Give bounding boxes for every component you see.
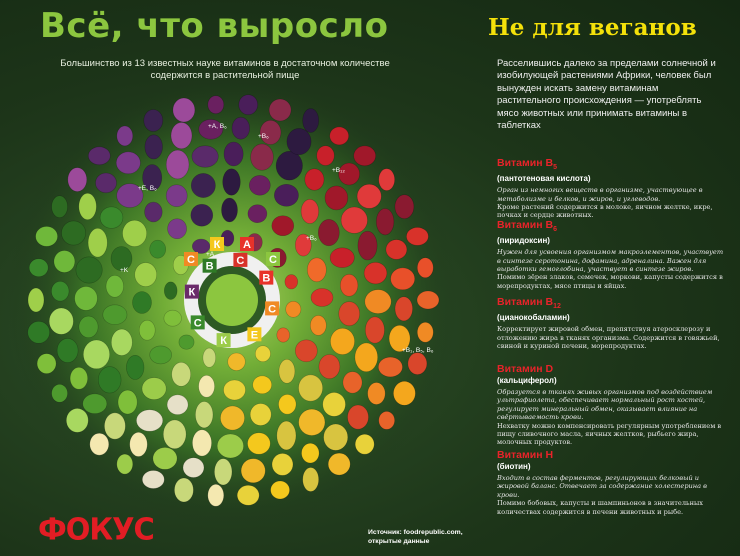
vitamin-name: Витамин $B_6$ [497, 219, 557, 234]
produce-item [75, 286, 98, 310]
produce-item [232, 117, 250, 139]
produce-item [83, 340, 109, 369]
produce-item [51, 281, 69, 301]
section-title: Не для веганов [488, 14, 697, 41]
produce-item [285, 275, 298, 289]
produce-item [117, 454, 133, 474]
vitamin-sources: Кроме растений содержится в молоке, яичном желтке, икре, почках и сердце животных. [497, 202, 713, 220]
produce-item [214, 459, 232, 485]
produce-item [150, 346, 172, 364]
vitamin-b6-block [497, 219, 725, 290]
produce-item [357, 184, 381, 208]
produce-item [116, 152, 140, 174]
produce-item [136, 410, 162, 432]
produce-item [310, 315, 326, 335]
vitamin-name: Витамин $B_{12}$ [497, 296, 561, 311]
produce-item [192, 430, 211, 456]
produce-item [36, 226, 58, 246]
produce-item [118, 390, 137, 414]
produce-item [303, 468, 319, 492]
vitamin-label: +B₁, B₅, B₆ [402, 347, 434, 354]
produce-item [253, 376, 272, 394]
vitamin-letter: К [220, 335, 227, 348]
vitamin-alias: (кальциферол) [497, 376, 557, 385]
produce-item [255, 346, 270, 362]
produce-item [355, 434, 374, 454]
vitamin-alias: (цианокобаламин) [497, 313, 570, 323]
vitamin-letter: В [262, 272, 271, 285]
produce-item [408, 353, 427, 375]
produce-item [311, 289, 333, 307]
produce-item [417, 322, 433, 342]
produce-item [68, 168, 87, 192]
vitamin-label: +A, B₆ [208, 123, 227, 130]
produce-item [395, 195, 414, 219]
produce-item [277, 421, 296, 450]
produce-item [111, 329, 132, 355]
produce-item [272, 453, 293, 475]
vitamin-b12-block [497, 296, 725, 350]
vitamin-description: Нужен для усвоения организмом макроэлементов, участвует в синтезе серотонина, дофамина, адреналина. Важен для выработки гемоглобина, участвует в синтезе жиров. [497, 248, 724, 273]
produce-item [144, 110, 163, 132]
produce-item [239, 95, 258, 115]
vitamin-description: Входит в состав ферментов, регулирующих белковый и жировой баланс. Отвечает за содержание холестерина в крови. [497, 474, 707, 499]
produce-item [328, 453, 350, 475]
produce-item [164, 310, 182, 326]
produce-item [88, 228, 107, 257]
vitamin-letter: С [269, 254, 277, 266]
produce-item [76, 257, 102, 283]
produce-item [317, 146, 335, 166]
vitamin-letter: А [243, 239, 251, 251]
produce-item [251, 144, 274, 170]
vitamin-d-block [497, 363, 725, 447]
produce-item [139, 320, 155, 340]
produce-item [167, 395, 188, 415]
produce-item [365, 290, 391, 314]
produce-item [142, 471, 164, 489]
produce-item [354, 146, 376, 166]
produce-item [100, 207, 123, 229]
produce-item [364, 262, 387, 284]
page-subtitle: Большинство из 13 известных науке витаминов в достаточном количестве содержится в растительной пище [60, 58, 390, 81]
produce-item [223, 169, 241, 195]
vitamin-letter: С [193, 317, 202, 330]
produce-item [343, 372, 362, 394]
produce-item [272, 216, 294, 236]
produce-item [173, 98, 195, 122]
produce-item [130, 432, 148, 456]
produce-item [391, 268, 415, 290]
produce-item [307, 258, 326, 282]
produce-item [183, 458, 204, 478]
produce-item [276, 151, 302, 180]
produce-item [168, 219, 187, 239]
source-note [368, 528, 463, 546]
produce-item [393, 381, 415, 405]
produce-item [29, 259, 48, 277]
produce-item [90, 433, 109, 455]
vitamin-label: +A [206, 251, 215, 258]
produce-item [70, 367, 88, 389]
produce-item [52, 196, 68, 218]
produce-item [340, 274, 358, 296]
produce-item [54, 251, 75, 273]
vitamin-label: +K [120, 267, 129, 274]
vitamin-letter: С [236, 254, 245, 267]
produce-item [301, 199, 319, 223]
produce-item [237, 485, 259, 505]
produce-item [228, 353, 246, 371]
produce-item [135, 263, 157, 287]
produce-item [417, 258, 433, 278]
produce-item [208, 96, 224, 114]
produce-item [62, 221, 86, 245]
produce-item [279, 359, 295, 383]
produce-item [379, 411, 395, 429]
vitamin-sources: Помимо бобовых, капусты и шампиньонов в значительных количествах содержится в печени животных и рыбе. [497, 499, 703, 516]
vitamin-letter: Е [250, 329, 259, 342]
section-intro: Расселившись далеко за пределами солнечной и изобилующей растениями Африки, человек был вынужден искать замену витаминам растительного происхождения — употреблять мясо животных или принимать витамины в таблетках [497, 58, 716, 132]
vitamin-letter: С [268, 303, 277, 316]
produce-item [277, 328, 290, 342]
produce-item [172, 362, 191, 386]
produce-item [164, 282, 177, 300]
produce-item [250, 404, 271, 426]
produce-item [368, 383, 386, 405]
vitamin-letter: В [205, 260, 214, 273]
produce-item [379, 169, 395, 191]
produce-item [318, 219, 339, 245]
vitamin-name: Витамин H [497, 449, 554, 461]
produce-item [191, 173, 215, 197]
produce-item [37, 354, 56, 374]
vitamin-name: Витамин $B_5$ [497, 157, 557, 172]
vitamin-alias: (пиридоксин) [497, 236, 550, 246]
page-title: Всё, что выросло [40, 6, 389, 46]
vitamin-letter: К [188, 286, 196, 299]
produce-item [195, 402, 213, 428]
produce-item [103, 305, 127, 325]
ring-disc [206, 274, 258, 326]
produce-item [145, 202, 163, 222]
produce-item [355, 343, 378, 372]
produce-item [208, 484, 224, 506]
produce-item [224, 142, 243, 166]
produce-item [271, 481, 290, 499]
produce-item [325, 186, 348, 210]
vitamin-alias: (пантотеновая кислота) [497, 174, 591, 184]
produce-item [66, 408, 88, 432]
produce-item [417, 291, 439, 309]
produce-item [104, 413, 125, 439]
vitamin-sources: Нехватку можно компенсировать регулярным употреблением в пищу сливочного масла, яичных желтков, рыбьего жира, молочных продуктов. [497, 421, 722, 447]
produce-item [52, 384, 68, 402]
produce-item [126, 355, 144, 379]
produce-item [83, 394, 107, 414]
brand-logo: ФОКУС [38, 511, 154, 547]
produce-item [166, 150, 189, 179]
produce-item [98, 367, 121, 393]
produce-item [49, 308, 73, 334]
produce-item [323, 392, 346, 416]
produce-item [302, 443, 320, 463]
produce-item [330, 127, 349, 145]
produce-item [330, 248, 354, 268]
produce-item [192, 146, 218, 168]
produce-item [365, 317, 384, 343]
produce-item [203, 348, 216, 367]
produce-item [249, 175, 270, 195]
vitamin-name: Витамин D [497, 363, 554, 375]
produce-item [150, 240, 166, 258]
produce-item [28, 288, 44, 312]
produce-item [248, 205, 267, 223]
produce-item [117, 126, 133, 146]
vitamin-b5-block [497, 157, 725, 220]
produce-item [217, 434, 243, 458]
produce-item [319, 355, 340, 379]
produce-item [269, 99, 291, 121]
produce-item [96, 173, 117, 193]
produce-item [79, 193, 97, 219]
vitamin-letter: С [187, 254, 195, 266]
produce-item [286, 301, 301, 317]
produce-item [220, 406, 244, 430]
produce-item [163, 420, 186, 449]
produce-item [339, 302, 360, 326]
source-line: Источник: foodrepublic.com, [368, 529, 463, 536]
vitamin-sources: Корректирует жировой обмен, препятствуя атеросклерозу и отложению жира в тканях организма. Содержится в говяжьей, свиной и куриной печени, морепродуктах. [497, 325, 720, 350]
produce-item [376, 209, 394, 235]
produce-item [28, 321, 50, 343]
produce-item [274, 184, 298, 206]
produce-item [171, 122, 192, 148]
vitamin-h-block [497, 449, 725, 516]
produce-item [406, 227, 428, 245]
produce-item [174, 478, 193, 502]
produce-item [358, 231, 377, 260]
vitamin-label: +B₆ [306, 235, 317, 242]
produce-item [153, 447, 177, 469]
vitamin-letter: К [213, 239, 221, 251]
produce-item [348, 405, 369, 429]
produce-item [303, 109, 319, 133]
produce-item [224, 380, 246, 400]
produce-item [191, 204, 213, 226]
produce-item [88, 147, 110, 165]
produce-item [106, 275, 124, 297]
produce-item [341, 207, 367, 233]
produce-item [123, 220, 147, 246]
produce-item [386, 240, 407, 260]
produce-item [248, 433, 271, 455]
produce-item [324, 424, 348, 450]
vitamin-label: +B₁₂ [332, 167, 345, 174]
produce-item [241, 459, 265, 483]
produce-item [299, 409, 325, 435]
produce-item [279, 394, 297, 414]
vitamin-label: +B₆ [258, 133, 269, 140]
produce-item [179, 335, 194, 349]
vitamin-label: +E, B₆ [138, 185, 157, 192]
produce-item [166, 185, 187, 207]
source-line: открытые данные [368, 538, 430, 545]
vitamin-description: Орган из немногих веществ в организме, участвующее в метаболизме и белков, и жиров, и углеводов. [497, 186, 703, 203]
vitamin-description: Образуется в тканях живых организмов под воздействием ультрафиолета, обеспечивает нормальный рост костей, регулирует минеральный обмен, оказывает влияние на свёртываемость крови. [497, 388, 713, 422]
produce-item [57, 338, 78, 362]
produce-item [378, 357, 402, 377]
produce-item [299, 375, 323, 401]
produce-item [305, 169, 324, 191]
vitamin-sources: Помимо зёрен злаков, семечек, моркови, капусты содержится в морепродуктах, мясе птицы и яйцах. [497, 273, 723, 290]
produce-item [295, 340, 317, 362]
produce-item [330, 328, 354, 354]
produce-item [79, 316, 98, 338]
vitamin-alias: (биотин) [497, 462, 531, 471]
produce-item [199, 375, 215, 397]
produce-item [133, 292, 152, 314]
produce-item [287, 128, 311, 154]
produce-item [142, 378, 166, 400]
produce-item [222, 198, 238, 222]
produce-item [395, 297, 413, 321]
produce-item [145, 135, 163, 159]
